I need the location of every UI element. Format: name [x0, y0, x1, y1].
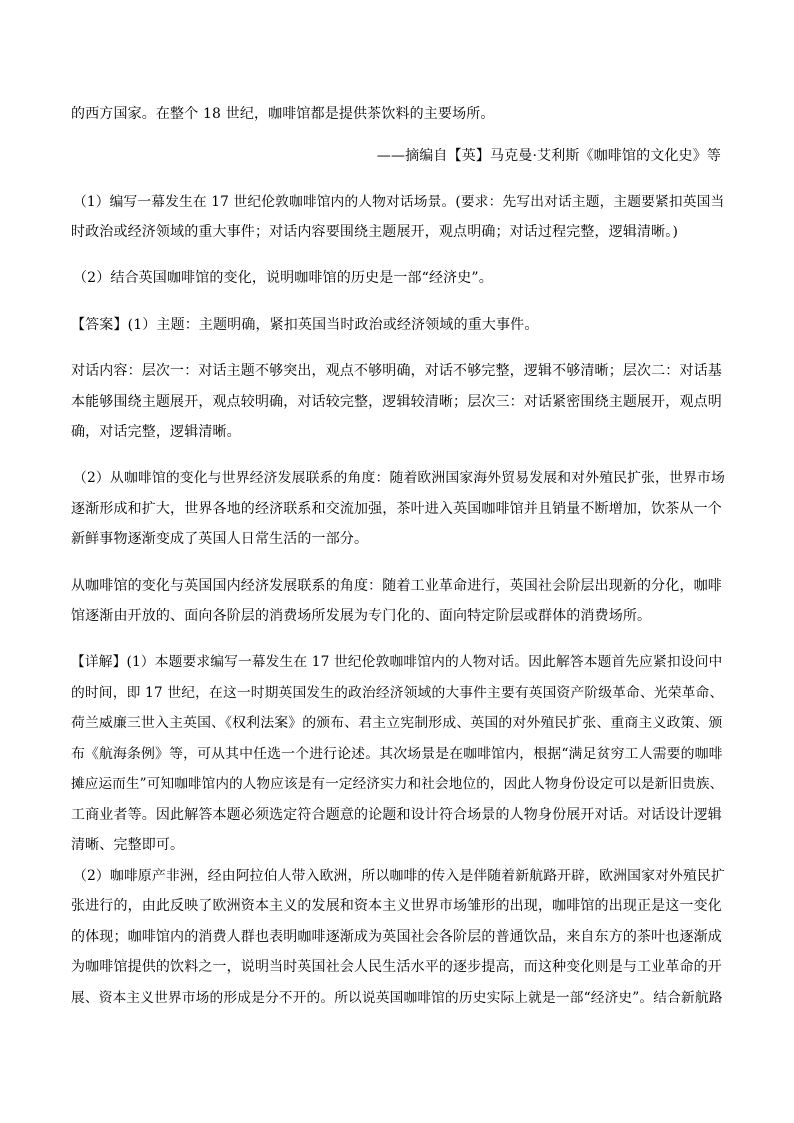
explanation-line: 荷兰威廉三世入主英国、《权利法案》的颁布、君主立宪制形成、英国的对外殖民扩张、重商主义政策、颁	[71, 715, 723, 731]
answer-line: 新鲜事物逐渐变成了英国人日常生活的一部分。	[71, 531, 369, 547]
answer-line: 馆逐渐由开放的、面向各阶层的消费场所发展为专门化的、面向特定阶层或群体的消费场所。	[71, 608, 652, 624]
explanation-line: 【详解】(1）本题要求编写一幕发生在 17 世纪伦敦咖啡馆内的人物对话。因此解答本题首先应紧扣设问中	[71, 654, 723, 670]
explanation-line: 工商业者等。因此解答本题必须选定符合题意的论题和设计符合场景的人物身份展开对话。对话设计逻辑	[71, 807, 722, 823]
explanation-line: 展、资本主义世界市场的形成是分不开的。所以说英国咖啡馆的历史实际上就是一部“经济史”。结合新航路	[71, 990, 723, 1006]
explanation-line: 的时间，即 17 世纪，在这一时期英国发生的政治经济领域的大事件主要有英国资产阶级革命、光荣革命、	[71, 685, 724, 701]
explanation-line: 张进行的，由此反映了欧洲资本主义的发展和资本主义世界市场雏形的出现，咖啡馆的出现正是这一变化	[71, 898, 722, 914]
answer-line: 对话内容：层次一：对话主题不够突出，观点不够明确，对话不够完整，逻辑不够清晰；层次二：对话基	[71, 363, 722, 379]
text-line: 的西方国家。在整个 18 世纪，咖啡馆都是提供茶饮料的主要场所。	[71, 106, 495, 122]
answer-heading-line: 【答案】(1）主题：主题明确，紧扣英国当时政治或经济领域的重大事件。	[71, 317, 539, 333]
explanation-line: 为咖啡馆提供的饮料之一，说明当时英国社会人民生活水平的逐步提高，而这种变化则是与工业革命的开	[71, 959, 722, 975]
answer-line: 本能够围绕主题展开，观点较明确，对话较完整，逻辑较清晰；层次三：对话紧密围绕主题展开，观点明	[71, 394, 722, 410]
explanation-line: 摊应运而生”可知咖啡馆内的人物应该是有一定经济实力和社会地位的，因此人物身份设定可以是新旧贵族、	[71, 776, 724, 792]
explanation-line: 布《航海条例》等，可从其中任选一个进行论述。其次场景是在咖啡馆内，根据“满足贫穷工人需要的咖啡	[71, 746, 723, 762]
question-1-line: （1）编写一幕发生在 17 世纪伦敦咖啡馆内的人物对话场景。(要求：先写出对话主题，主题要紧扣英国当	[73, 194, 725, 210]
explanation-line: 的体现；咖啡馆内的消费人群也表明咖啡逐渐成为英国社会各阶层的普通饮品，来自东方的茶叶也逐渐成	[71, 929, 722, 945]
answer-line: 确，对话完整，逻辑清晰。	[71, 424, 241, 440]
answer-line: 从咖啡馆的变化与英国国内经济发展联系的角度：随着工业革命进行，英国社会阶层出现新的分化，咖啡	[71, 578, 722, 594]
explanation-line: 清晰、完整即可。	[71, 837, 185, 853]
question-1-line: 时政治或经济领域的重大事件；对话内容要围绕主题展开，观点明确；对话过程完整，逻辑清晰。)	[71, 224, 679, 240]
explanation-line: （2）咖啡原产非洲，经由阿拉伯人带入欧洲，所以咖啡的传入是伴随着新航路开辟，欧洲国家对外殖民扩	[73, 868, 725, 884]
answer-line: （2）从咖啡馆的变化与世界经济发展联系的角度：随着欧洲国家海外贸易发展和对外殖民扩张，世界市场	[73, 470, 725, 486]
citation-line: ——摘编自【英】马克曼·艾利斯《咖啡馆的文化史》等	[376, 148, 721, 164]
question-2-line: （2）结合英国咖啡馆的变化，说明咖啡馆的历史是一部“经济史”。	[73, 270, 493, 286]
answer-line: 逐渐形成和扩大，世界各地的经济联系和交流加强，茶叶进入英国咖啡馆并且销量不断增加，饮茶从一个	[71, 501, 722, 517]
